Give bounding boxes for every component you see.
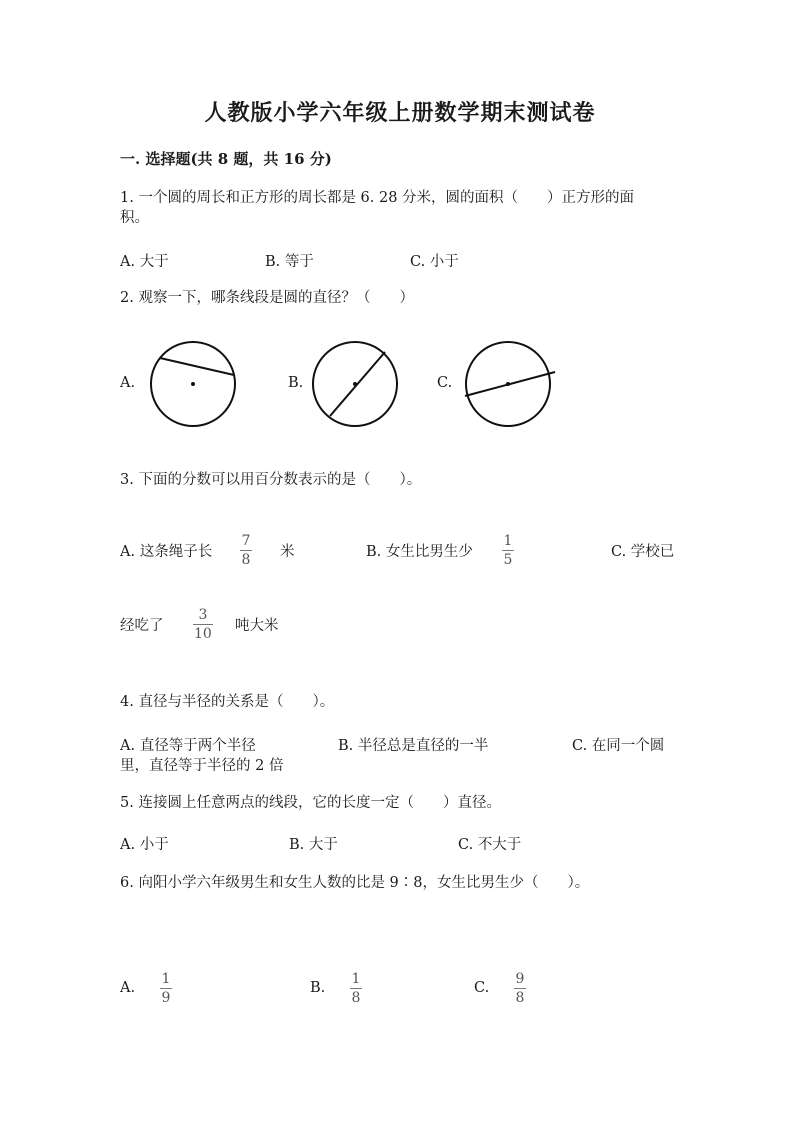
question-3-option-a-unit: 米: [280, 544, 295, 560]
question-5-option-c: C. 不大于: [458, 837, 522, 853]
fraction-denominator: 9: [161, 990, 171, 1006]
question-3-text: 3. 下面的分数可以用百分数表示的是（ ）。: [120, 472, 422, 488]
fraction-numerator: 9: [515, 971, 525, 987]
question-4-text: 4. 直径与半径的关系是（ ）。: [120, 694, 335, 710]
question-6-option-c: C.: [474, 980, 490, 996]
question-2-text: 2. 观察一下，哪条线段是圆的直径？（ ）: [120, 290, 414, 306]
fraction-1-8: [350, 971, 362, 1006]
fraction-bar: [240, 550, 252, 551]
circle-figure-b: [313, 340, 403, 430]
page-title: 人教版小学六年级上册数学期末测试卷: [204, 100, 596, 126]
fraction-numerator: 3: [198, 607, 208, 623]
question-2-option-a: A.: [120, 375, 136, 391]
fraction-numerator: 1: [161, 971, 171, 987]
fraction-denominator: 8: [515, 990, 525, 1006]
fraction-1-9: [160, 971, 172, 1006]
fraction-bar: [350, 988, 362, 989]
question-5-text: 5. 连接圆上任意两点的线段，它的长度一定（ ）直径。: [120, 795, 501, 811]
fraction-7-8: [240, 533, 252, 568]
circle-figure-c: [465, 340, 555, 430]
fraction-bar: [502, 550, 514, 551]
fraction-3-10: [193, 607, 213, 642]
question-5-option-b: B. 大于: [289, 837, 338, 853]
fraction-bar: [160, 988, 172, 989]
fraction-denominator: 5: [503, 552, 513, 568]
question-1-text: 1. 一个圆的周长和正方形的周长都是 6. 28 分米，圆的面积（ ）正方形的面: [120, 190, 635, 206]
fraction-denominator: 8: [241, 552, 251, 568]
fraction-numerator: 1: [351, 971, 361, 987]
question-4-option-b: B. 半径总是直径的一半: [338, 738, 489, 754]
question-1-option-c: C. 小于: [410, 254, 459, 270]
question-2-option-c: C.: [437, 375, 453, 391]
question-1-option-b: B. 等于: [265, 254, 314, 270]
question-6-text: 6. 向阳小学六年级男生和女生人数的比是 9∶8，女生比男生少（ ）。: [120, 875, 590, 891]
question-3-option-a: A. 这条绳子长: [120, 544, 213, 560]
question-3-option-c-cont: 经吃了: [120, 618, 164, 634]
question-6-option-b: B.: [310, 980, 326, 996]
fraction-bar: [193, 624, 213, 625]
question-3-option-b: B. 女生比男生少: [366, 544, 473, 560]
question-3-option-c-unit: 吨大米: [235, 618, 279, 634]
fraction-numerator: 1: [503, 533, 513, 549]
question-3-option-c: C. 学校已: [611, 544, 675, 560]
question-4-option-c: C. 在同一个圆: [572, 738, 665, 754]
question-5-option-a: A. 小于: [120, 837, 169, 853]
question-1-text-cont: 积。: [120, 210, 149, 226]
section-heading: 一. 选择题(共 8 题，共 16 分): [120, 150, 332, 168]
fraction-numerator: 7: [241, 533, 251, 549]
fraction-9-8: [514, 971, 526, 1006]
fraction-denominator: 10: [194, 626, 212, 642]
question-2-option-b: B.: [288, 375, 304, 391]
question-1-option-a: A. 大于: [120, 254, 169, 270]
fraction-bar: [514, 988, 526, 989]
fraction-1-5: [502, 533, 514, 568]
question-4-option-c-cont: 里，直径等于半径的 2 倍: [120, 758, 284, 774]
question-6-option-a: A.: [120, 980, 136, 996]
circle-figure-a: [150, 340, 240, 430]
fraction-denominator: 8: [351, 990, 361, 1006]
question-4-option-a: A. 直径等于两个半径: [120, 738, 256, 754]
